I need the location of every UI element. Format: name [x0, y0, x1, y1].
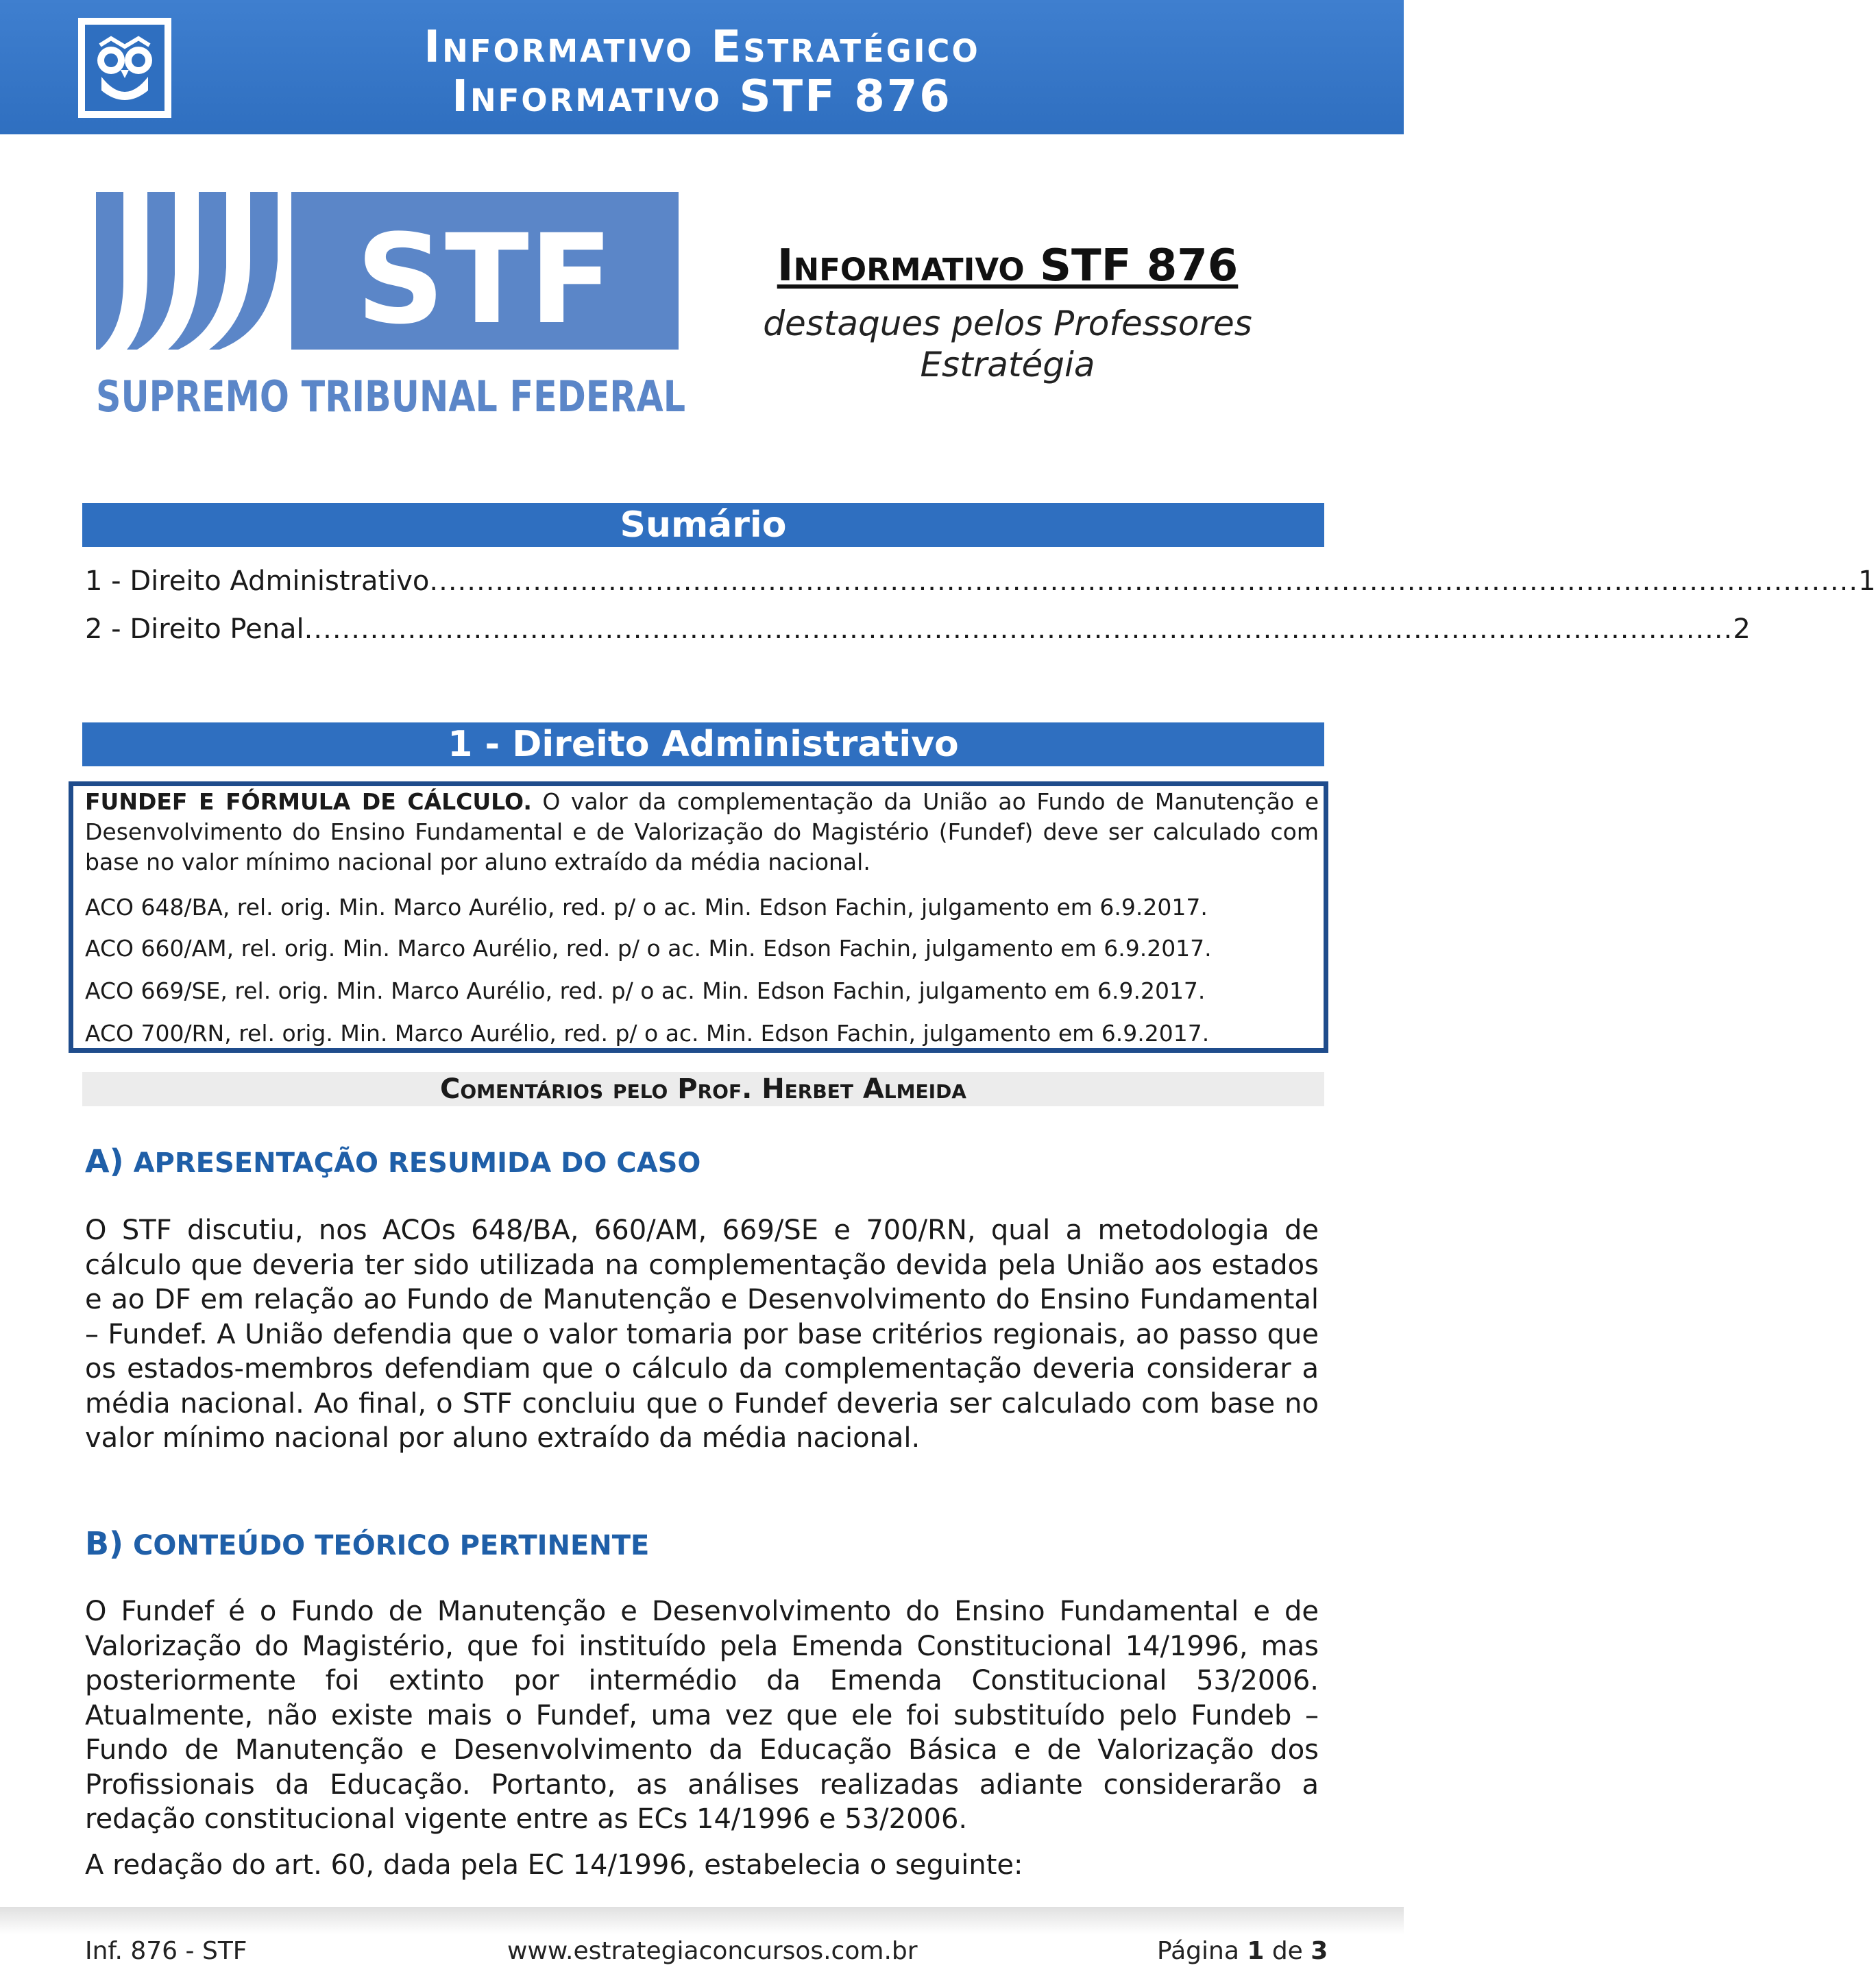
part-b-title: CONTEÚDO TEÓRICO PERTINENTE — [133, 1530, 650, 1561]
footer-page-current: 1 — [1247, 1937, 1265, 1965]
footer-page-prefix: Página — [1157, 1937, 1247, 1965]
part-b-text-2: A redação do art. 60, dada pela EC 14/1996, estabelecia o seguinte: — [85, 1849, 1023, 1881]
part-b-text: O Fundef é o Fundo de Manutenção e Desenvolvimento do Ensino Fundamental e de Valorização do Magistério, que foi instituído pela Emenda Constitucional 14/1996, mas posteriormente foi extinto por intermédio da Emenda Constitucional 53/2006. Atualmente, não existe mais o Fundef, uma vez que ele foi substituído pelo Fundeb – Fundo de Manutenção e Desenvolvimento da Educação Básica e de Valorização dos Profissionais da Educação. Portanto, as análises realizadas adiante considerarão a redação constitucional vigente entre as ECs 14/1996 e 53/2006. — [85, 1596, 1319, 1835]
stf-logo-name: SUPREMO TRIBUNAL FEDERAL — [96, 372, 685, 422]
footer-doc-ref: Inf. 876 - STF — [85, 1937, 247, 1965]
header-title-line2: Informativo STF 876 — [452, 71, 952, 122]
part-b-heading — [85, 1523, 1250, 1566]
sumario-heading: Sumário — [82, 503, 1324, 547]
toc-leader-dots: ........................................................................................................................................................ — [304, 613, 1733, 645]
footer-page-total: 3 — [1311, 1937, 1328, 1965]
stf-logo-acronym: STF — [356, 208, 613, 352]
toc-item-direito-administrativo[interactable] — [85, 561, 1876, 602]
case-citation: ACO 700/RN, rel. orig. Min. Marco Aurélio, red. p/ o ac. Min. Edson Fachin, julgamento em 6.9.2017. — [85, 1020, 1210, 1047]
toc-item-direito-penal[interactable] — [85, 609, 1751, 650]
section-heading-direito-administrativo: 1 - Direito Administrativo — [82, 722, 1324, 766]
part-a-heading — [85, 1141, 1250, 1184]
page-title: Informativo STF 876 — [777, 241, 1239, 291]
comments-heading: Comentários pelo Prof. Herbet Almeida — [82, 1072, 1324, 1106]
footer-divider — [0, 1907, 1404, 1934]
summary-text: O valor da complementação da União ao Fundo de Manutenção e Desenvolvimento do Ensino Fundamental e de Valorização do Magistério (Fundef) deve ser calculado com base no valor mínimo nacional por aluno extraído da média nacional. — [85, 788, 1319, 875]
part-a-text: O STF discutiu, nos ACOs 648/BA, 660/AM, 669/SE e 700/RN, qual a metodologia de cálculo que deveria ter sido utilizada na complementação devida pela União aos estados e ao DF em relação ao Fundo de Manutenção e Desenvolvimento do Ensino Fundamental – Fundef. A União defendia que o valor tomaria por base critérios regionais, ao passo que os estados-membros defendiam que o cálculo da complementação deveria considerar a média nacional. Ao final, o STF concluiu que o Fundef deveria ser calculado com base no valor mínimo nacional por aluno extraído da média nacional. — [85, 1215, 1319, 1454]
toc-item-page: 1 — [1858, 565, 1876, 597]
toc-item-label: 1 - Direito Administrativo — [85, 565, 430, 597]
footer-page-mid: de — [1264, 1937, 1311, 1965]
toc-item-label: 2 - Direito Penal — [85, 613, 304, 645]
page-subtitle-line2: Estratégia — [920, 345, 1095, 385]
toc-item-page: 2 — [1733, 613, 1751, 645]
summary-bold-title: FUNDEF E FÓRMULA DE CÁLCULO. — [85, 788, 532, 815]
summary-paragraph — [85, 787, 1319, 877]
page-subtitle-line1: destaques pelos Professores — [763, 304, 1252, 343]
part-a-title: APRESENTAÇÃO RESUMIDA DO CASO — [133, 1147, 701, 1179]
case-citation: ACO 669/SE, rel. orig. Min. Marco Aurélio, red. p/ o ac. Min. Edson Fachin, julgamento em 6.9.2017. — [85, 977, 1206, 1004]
footer-page-number — [1157, 1934, 1328, 1969]
case-citation: ACO 648/BA, rel. orig. Min. Marco Aurélio, red. p/ o ac. Min. Edson Fachin, julgamento em 6.9.2017. — [85, 894, 1208, 921]
case-citation: ACO 660/AM, rel. orig. Min. Marco Aurélio, red. p/ o ac. Min. Edson Fachin, julgamento em 6.9.2017. — [85, 935, 1212, 962]
footer-website-link[interactable]: www.estrategiaconcursos.com.br — [507, 1937, 918, 1965]
stf-logo — [96, 192, 692, 425]
part-a-letter: A) — [85, 1143, 124, 1180]
part-b-letter: B) — [85, 1525, 124, 1562]
owl-logo-icon — [78, 18, 171, 118]
header-title-line1: Informativo Estratégico — [424, 22, 980, 73]
toc-leader-dots: ........................................................................................................................................................ — [429, 565, 1859, 597]
